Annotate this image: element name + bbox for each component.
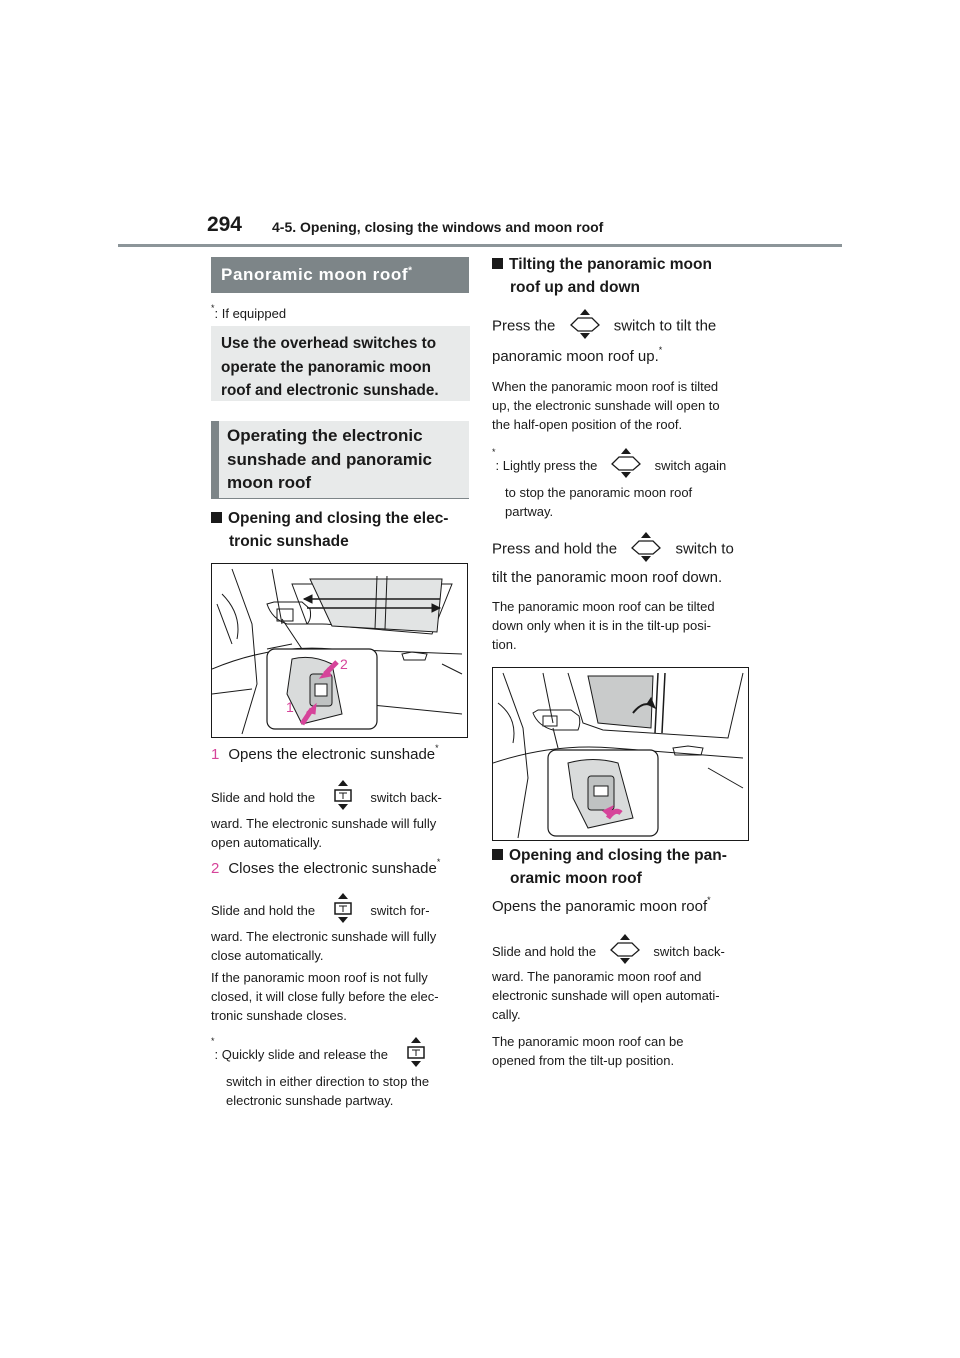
header-rule [118,244,842,247]
tilt-note: When the panoramic moon roof is tilted up, the electronic sunshade will open to the half-open position of the roof. [492,379,720,432]
tilt-switch-icon [609,446,643,485]
slide-hold-body: ward. The panoramic moon roof and electronic sunshade will open automati- cally. [492,969,720,1022]
press-tilt-line: Press the switch to tilt the [492,307,716,345]
figure-label-1: 1 [286,699,294,715]
panoramic-moon-roof-heading: Panoramic moon roof* [211,257,469,293]
tilting-subheading: Tilting the panoramic moon roof up and down [492,254,712,299]
operating-heading: Operating the electronic sunshade and panoramic moon roof [211,421,469,499]
step-1: 1 Opens the electronic sunshade* [211,743,439,763]
tilt-switch-icon [608,932,642,971]
press-tilt-line-2: panoramic moon roof up.* [492,345,663,365]
tilt-illustration [492,667,749,841]
tilt-switch-icon [629,530,663,568]
lightly-press-note: *: Lightly press the switch again [492,446,726,485]
step-1-body: ward. The electronic sunshade will fully open automatically. [211,816,437,850]
square-bullet-icon [492,258,503,269]
opening-closing-subheading: Opening and closing the pan- oramic moon roof [492,845,727,890]
step-2-body: ward. The electronic sunshade will fully close automatically. [211,929,437,963]
sunshade-illustration [211,563,468,738]
sunshade-switch-icon [404,1035,428,1074]
sunshade-star-note-body: switch in either direction to stop the electronic sunshade partway. [226,1074,430,1108]
intro-box: Use the overhead switches to operate the panoramic moon roof and electronic sunshade. [211,326,470,401]
page-number: 294 [206,213,242,236]
tilt-up-position-note: The panoramic moon roof can be opened from the tilt-up position. [492,1034,684,1068]
step-2-text: Slide and hold the switch for- [211,891,430,930]
square-bullet-icon [211,512,222,523]
if-equipped-footnote: *: If equipped [211,303,287,321]
sunshade-note: If the panoramic moon roof is not fully closed, it will close fully before the elec- tronic sunshade closes. [211,970,439,1023]
press-hold-line-2: tilt the panoramic moon roof down. [492,569,723,586]
figure-label-2: 2 [340,656,348,672]
sunshade-switch-icon [331,891,355,930]
slide-hold-line: Slide and hold the switch back- [492,932,725,971]
tilt-switch-icon [568,307,602,345]
press-hold-line: Press and hold the switch to [492,530,734,568]
opens-moon-roof: Opens the panoramic moon roof* [492,895,711,915]
sunshade-star-note: *: Quickly slide and release the [211,1035,428,1074]
section-title: 4-5. Opening, closing the windows and moon roof [272,219,604,235]
lightly-press-body: to stop the panoramic moon roof partway. [505,485,693,519]
tilt-down-note: The panoramic moon roof can be tilted down only when it is in the tilt-up posi- tion. [492,599,715,652]
square-bullet-icon [492,849,503,860]
sunshade-subheading: Opening and closing the elec- tronic sunshade [211,508,448,553]
step-2: 2 Closes the electronic sunshade* [211,857,441,877]
sunshade-switch-icon [331,778,355,817]
step-1-text: Slide and hold the switch back- [211,778,442,817]
